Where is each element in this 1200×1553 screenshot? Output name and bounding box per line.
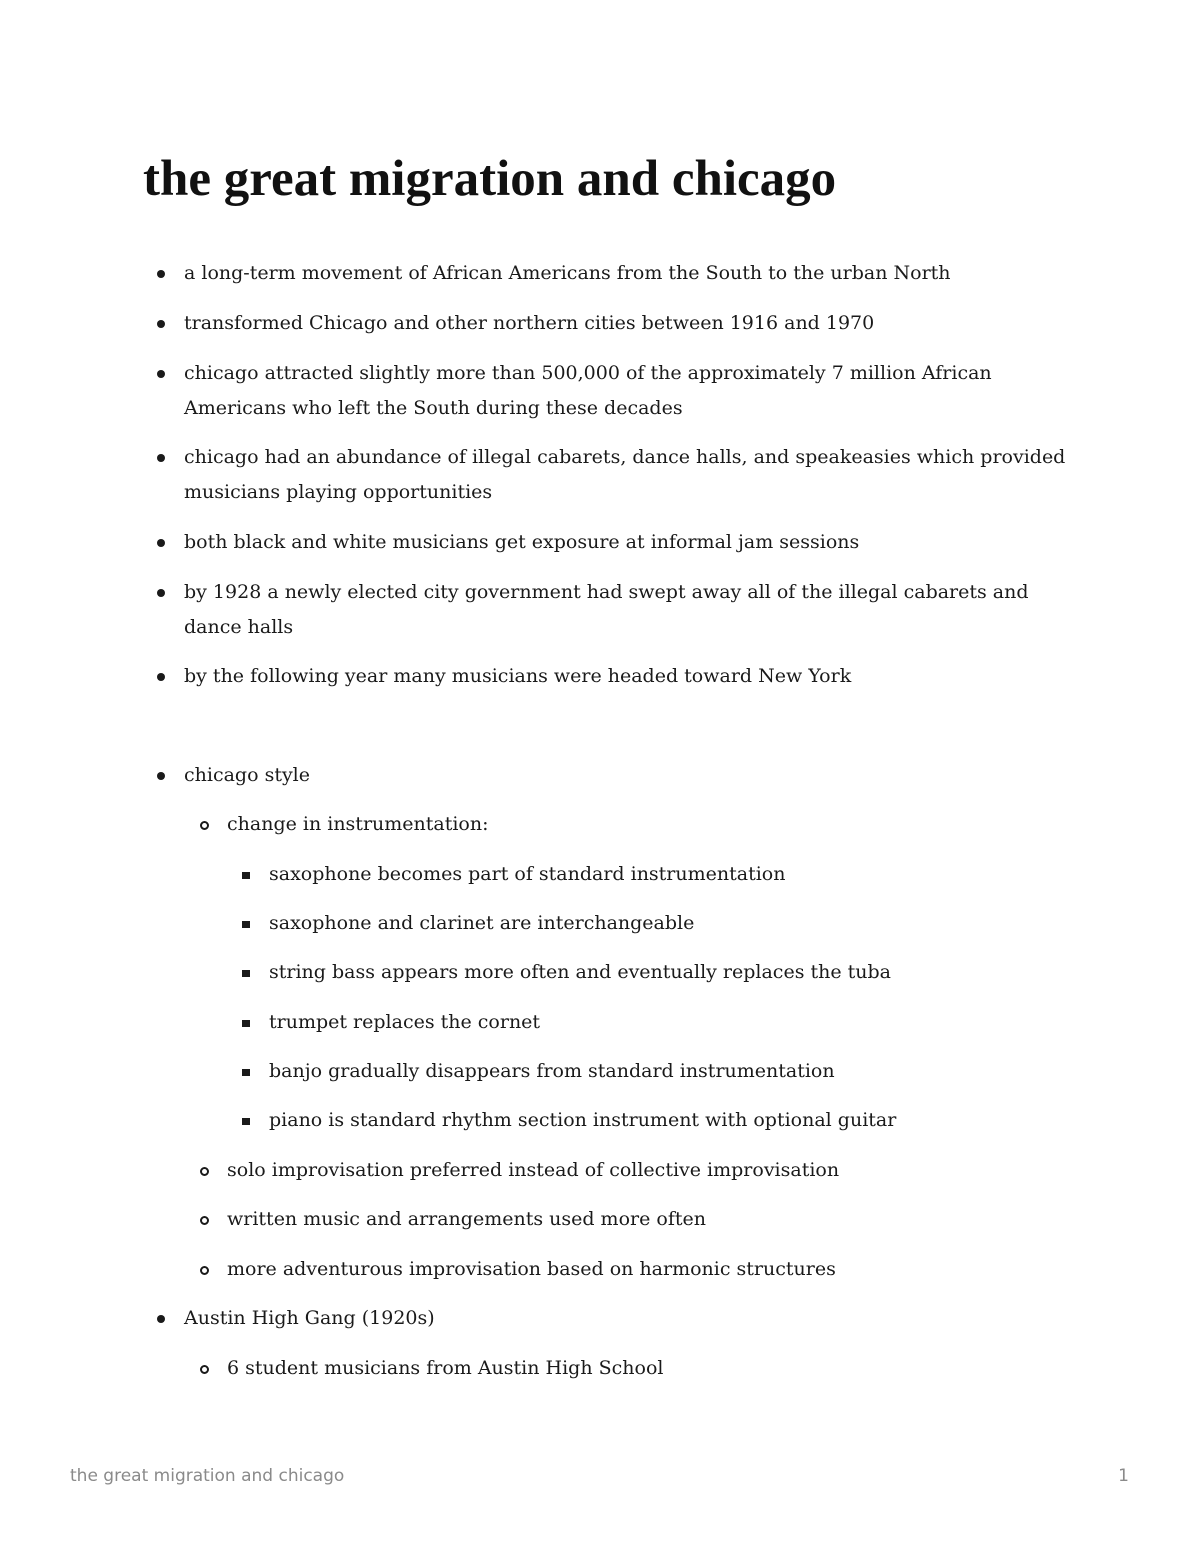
bullet-circle-icon: [200, 821, 209, 830]
bullet-disc-icon: [157, 673, 165, 681]
list-item-text: transformed Chicago and other northern cities between 1916 and 1970: [184, 312, 875, 334]
list-item: [184, 306, 874, 341]
subsublist-item: [269, 857, 785, 892]
list-item-text: saxophone and clarinet are interchangeable: [269, 912, 695, 934]
sublist-item: [227, 1202, 706, 1237]
sublist-item: [227, 1351, 663, 1386]
bullet-disc-icon: [157, 454, 165, 462]
bullet-square-icon: [242, 1118, 250, 1125]
subsublist-item: [269, 906, 694, 941]
bullet-square-icon: [242, 921, 250, 928]
list-item-text: piano is standard rhythm section instrument with optional guitar: [269, 1109, 897, 1131]
list-item: [184, 659, 851, 694]
list-item-text: string bass appears more often and eventually replaces the tuba: [269, 961, 891, 983]
sublist-item-instrumentation: [227, 807, 489, 842]
bullet-disc-icon: [157, 589, 165, 597]
list-item-text: Austin High Gang (1920s): [184, 1307, 435, 1329]
list-item-text: more adventurous improvisation based on harmonic structures: [227, 1258, 836, 1280]
list-item-text: by 1928 a newly elected city government had swept away all of the illegal cabarets and: [184, 581, 1029, 603]
subsublist-item: [269, 1005, 540, 1040]
list-item-text-continuation: musicians playing opportunities: [184, 481, 493, 503]
bullet-square-icon: [242, 872, 250, 879]
list-item-text: written music and arrangements used more often: [227, 1208, 706, 1230]
list-item: [184, 440, 1065, 510]
bullet-square-icon: [242, 970, 250, 977]
bullet-disc-icon: [157, 370, 165, 378]
bullet-circle-icon: [200, 1167, 209, 1176]
bullet-square-icon: [242, 1069, 250, 1076]
page-title: the great migration and chicago: [143, 151, 837, 207]
bullet-circle-icon: [200, 1266, 209, 1275]
bullet-disc-icon: [157, 320, 165, 328]
bullet-disc-icon: [157, 1315, 165, 1323]
list-item-text-continuation: dance halls: [184, 616, 294, 638]
subsublist-item: [269, 955, 891, 990]
list-item-text: banjo gradually disappears from standard instrumentation: [269, 1060, 835, 1082]
list-item-text: change in instrumentation:: [227, 813, 489, 835]
list-item-text-continuation: Americans who left the South during these decades: [184, 397, 683, 419]
list-item: [184, 256, 951, 291]
bullet-circle-icon: [200, 1216, 209, 1225]
list-item: [184, 356, 992, 426]
subsublist-item: [269, 1103, 896, 1138]
bullet-disc-icon: [157, 772, 165, 780]
list-item-text: trumpet replaces the cornet: [269, 1011, 541, 1033]
bullet-circle-icon: [200, 1365, 209, 1374]
list-item-text: chicago had an abundance of illegal cabarets, dance halls, and speakeasies which provided: [184, 446, 1066, 468]
list-item-text: chicago attracted slightly more than 500,000 of the approximately 7 million African: [184, 362, 992, 384]
list-item-austin-high-gang: [184, 1301, 435, 1336]
bullet-disc-icon: [157, 539, 165, 547]
sublist-item: [227, 1153, 839, 1188]
list-item-text: 6 student musicians from Austin High School: [227, 1357, 664, 1379]
bullet-disc-icon: [157, 270, 165, 278]
list-item: [184, 525, 859, 560]
bullet-square-icon: [242, 1020, 250, 1027]
footer-page-number: 1: [1118, 1466, 1129, 1486]
list-item-text: chicago style: [184, 764, 311, 786]
subsublist-item: [269, 1054, 835, 1089]
list-item-text: by the following year many musicians were headed toward New York: [184, 665, 852, 687]
list-item-chicago-style: [184, 758, 310, 793]
list-item-text: solo improvisation preferred instead of collective improvisation: [227, 1159, 840, 1181]
list-item-text: both black and white musicians get exposure at informal jam sessions: [184, 531, 860, 553]
sublist-item: [227, 1252, 836, 1287]
list-item-text: a long-term movement of African Americans from the South to the urban North: [184, 262, 951, 284]
footer-title: the great migration and chicago: [70, 1466, 345, 1486]
list-item: [184, 575, 1029, 645]
list-item-text: saxophone becomes part of standard instrumentation: [269, 863, 786, 885]
